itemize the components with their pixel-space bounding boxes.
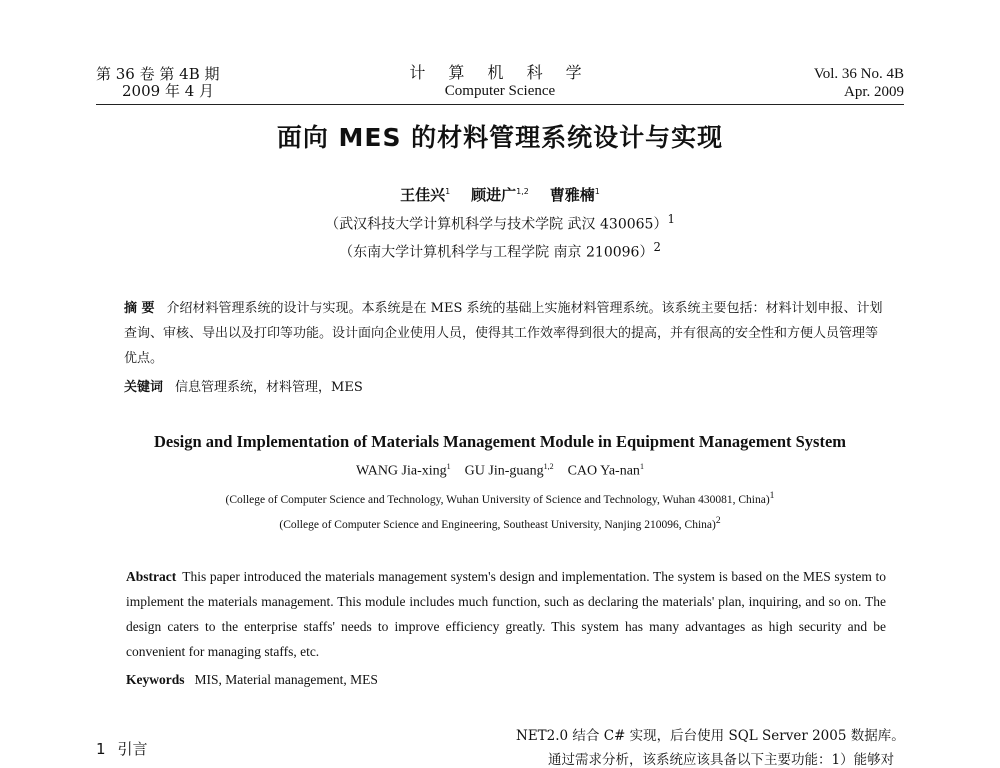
keywords-text-en: MIS, Material management, MES bbox=[194, 672, 378, 687]
journal-name-cn: 计 算 机 科 学 bbox=[409, 63, 591, 82]
abstract-text-cn: 介绍材料管理系统的设计与实现。本系统是在 MES 系统的基础上实施材料管理系统。该系统主要包括：材料计划申报、计划查询、审核、导出以及打印等功能。设计面向企业使用人员，使得其工作效率得到很大的提高，并有很高的安全性和方便人员管理等优点。 bbox=[124, 301, 883, 366]
body-text-right-line: NET2.0 结合 C# 实现，后台使用 SQL Server 2005 数据库。 bbox=[516, 728, 905, 744]
keywords-cn bbox=[124, 376, 363, 395]
keywords-label-en: Keywords bbox=[126, 672, 185, 687]
author-name: 曹雅楠 bbox=[549, 186, 595, 204]
author-name: GU Jin-guang bbox=[464, 463, 544, 479]
body-text-right-line: 通过需求分析，该系统应该具备以下主要功能：1）能够对 bbox=[548, 752, 895, 768]
affiliation-sup: 2 bbox=[715, 515, 721, 526]
journal-name-en: Computer Science bbox=[444, 83, 556, 99]
section-title: 引言 bbox=[117, 740, 148, 758]
author-name: 顾进广 bbox=[471, 186, 517, 204]
abstract-cn bbox=[124, 296, 888, 371]
section-number: 1 bbox=[96, 740, 106, 758]
keywords-en bbox=[126, 672, 378, 688]
abstract-label-cn: 摘 要 bbox=[124, 301, 155, 316]
affiliation-cn-2 bbox=[0, 240, 1000, 262]
affiliation-sup: 2 bbox=[653, 240, 661, 254]
author-sup: 1,2 bbox=[516, 187, 529, 196]
author-sup: 1 bbox=[445, 187, 451, 196]
author-list-cn bbox=[0, 184, 1000, 205]
affiliation-sup: 1 bbox=[667, 212, 675, 226]
paper-title-en: Design and Implementation of Materials Management Module in Equipment Management System bbox=[153, 432, 847, 451]
affiliation-text: （东南大学计算机科学与工程学院 南京 210096） bbox=[339, 244, 654, 261]
affiliation-sup: 1 bbox=[769, 490, 775, 501]
paper-title-cn: 面向 MES 的材料管理系统设计与实现 bbox=[276, 123, 724, 152]
section-heading bbox=[96, 738, 148, 759]
affiliation-cn-1 bbox=[0, 212, 1000, 234]
author-sup: 1 bbox=[446, 462, 451, 471]
author-name: 王佳兴 bbox=[400, 186, 446, 204]
affiliation-text: (College of Computer Science and Engineering, Southeast University, Nanjing 210096, China) bbox=[279, 518, 716, 531]
keywords-label-cn: 关键词 bbox=[124, 380, 164, 395]
affiliation-text: （武汉科技大学计算机科学与技术学院 武汉 430065） bbox=[325, 216, 668, 233]
affiliation-en-1 bbox=[0, 490, 1000, 506]
journal-date-en: Apr. 2009 bbox=[844, 84, 904, 100]
author-list-en bbox=[0, 462, 1000, 480]
abstract-en bbox=[126, 564, 886, 664]
author-sup: 1 bbox=[639, 462, 644, 471]
affiliation-text: (College of Computer Science and Technology, Wuhan University of Science and Technology, Wuhan 430081, China) bbox=[225, 493, 770, 506]
journal-volume-issue: 第 36 卷 第 4B 期 bbox=[96, 65, 220, 83]
journal-date-cn: 2009 年 4 月 bbox=[122, 82, 215, 100]
author-name: WANG Jia-xing bbox=[356, 463, 447, 479]
abstract-text-en: This paper introduced the materials management system's design and implementation. The system is based on the MES system to implement the materials management. This module includes much function, such as declaring the materials' plan, inquiring, and so on. The design caters to the enterprise staffs' needs to improve efficiency greatly. This system has many advantages as high security and be convenient for managing staffs, etc. bbox=[126, 569, 886, 659]
author-sup: 1,2 bbox=[543, 462, 554, 471]
keywords-text-cn: 信息管理系统，材料管理，MES bbox=[175, 380, 363, 395]
affiliation-en-2 bbox=[0, 515, 1000, 531]
author-sup: 1 bbox=[594, 187, 600, 196]
journal-volume-en: Vol. 36 No. 4B bbox=[813, 66, 904, 82]
header-rule bbox=[96, 104, 904, 105]
abstract-label-en: Abstract bbox=[126, 569, 177, 584]
author-name: CAO Ya-nan bbox=[567, 463, 640, 479]
